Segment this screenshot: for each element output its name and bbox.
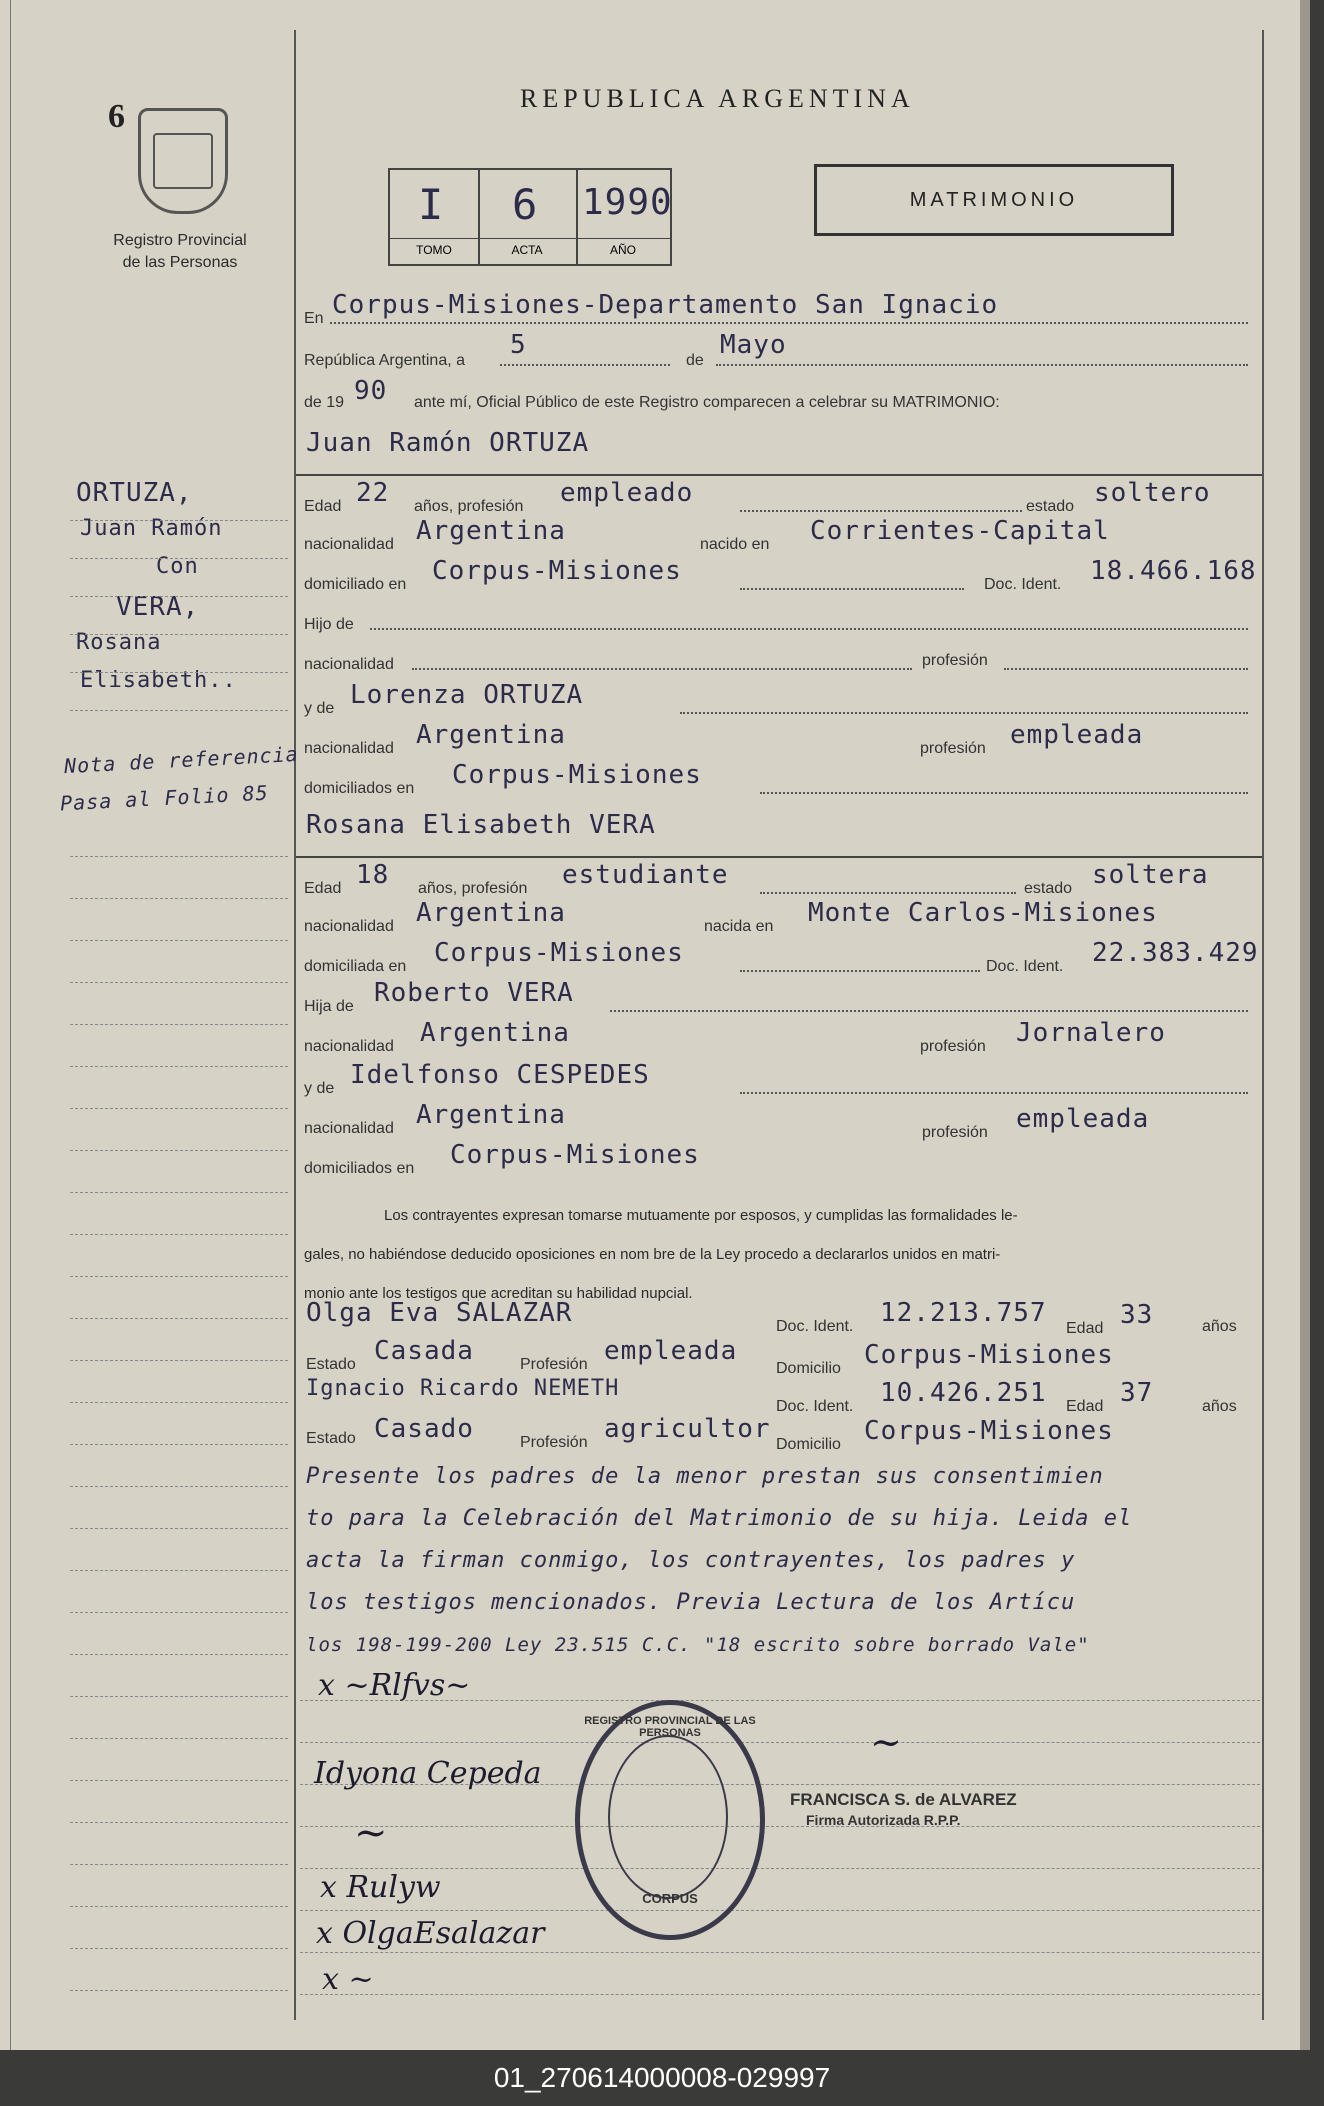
witness-1-doc: 12.213.757: [880, 1298, 1047, 1328]
day-value: 5: [510, 330, 527, 360]
witness-2-profession: agricultor: [604, 1414, 771, 1444]
witness-2-age: 37: [1120, 1378, 1154, 1408]
note-line-3: acta la firman conmigo, los contrayentes, los padres y: [306, 1548, 1076, 1573]
provincial-seal-icon: [138, 108, 228, 214]
year-prefix: de 19: [304, 394, 345, 411]
record-type-box: MATRIMONIO: [814, 164, 1174, 236]
groom-doc-label: Doc. Ident.: [984, 576, 1062, 593]
margin-line-2: Juan Ramón: [80, 516, 223, 541]
bride-edad-label: Edad: [304, 880, 342, 897]
stamp-place: CORPUS: [642, 1891, 698, 1906]
declaration-line-2: gales, no habiéndose deducido oposiciones en nom bre de la Ley procedo a declararlos unidos en matri-: [304, 1246, 1001, 1263]
bride-mother-nat-label: nacionalidad: [304, 1120, 394, 1137]
witness-2-prof-label: Profesión: [520, 1434, 588, 1451]
page-number: 6: [108, 98, 125, 135]
groom-doc: 18.466.168: [1090, 556, 1257, 586]
bride-parents-dom: Corpus-Misiones: [450, 1140, 700, 1170]
witness-1-anios-label: años: [1202, 1318, 1237, 1335]
year-suffix: 90: [354, 376, 388, 406]
groom-mother-prof: empleada: [1010, 720, 1144, 750]
anio-label: AÑO: [576, 238, 670, 257]
bride-father-name: Roberto VERA: [374, 978, 574, 1008]
republic-label: República Argentina, a: [304, 352, 465, 369]
right-border: [1262, 30, 1264, 2020]
witness-2-estado-label: Estado: [306, 1430, 356, 1447]
witness-2-doc: 10.426.251: [880, 1378, 1047, 1408]
margin-line-3: Con: [156, 554, 199, 579]
bride-yde-label: y de: [304, 1080, 335, 1097]
groom-mother-nat-label: nacionalidad: [304, 740, 394, 757]
signature-bride: ~: [354, 1810, 388, 1856]
margin-line-1: ORTUZA,: [76, 478, 193, 508]
bride-profession: estudiante: [562, 860, 729, 890]
bride-age: 18: [356, 860, 390, 890]
groom-profession: empleado: [560, 478, 694, 508]
intro-statement: ante mí, Oficial Público de este Registro comparecen a celebrar su MATRIMONIO:: [414, 394, 1000, 411]
witness-2-domicile: Corpus-Misiones: [864, 1416, 1114, 1446]
acta-value: 6: [512, 180, 539, 229]
groom-parents-dom-label: domiciliados en: [304, 780, 415, 797]
witness-1-domicile: Corpus-Misiones: [864, 1340, 1114, 1370]
groom-domicile: Corpus-Misiones: [432, 556, 682, 586]
tomo-label: TOMO: [390, 238, 478, 257]
bride-hija-label: Hija de: [304, 998, 354, 1015]
margin-note-1: Nota de referencia: [63, 741, 300, 779]
signature-witness-1: x Rulyw: [320, 1870, 441, 1905]
witness-1-civil-state: Casada: [374, 1336, 474, 1366]
official-name: FRANCISCA S. de ALVAREZ: [790, 1790, 1017, 1809]
witness-1-age: 33: [1120, 1300, 1154, 1330]
bride-nac-label: nacionalidad: [304, 918, 394, 935]
witness-1-dom-label: Domicilio: [776, 1360, 841, 1377]
signature-witness-3: x ~: [322, 1962, 374, 1997]
bride-father-nat: Argentina: [420, 1018, 570, 1048]
en-label: En: [304, 310, 324, 327]
bride-mother-nat: Argentina: [416, 1100, 566, 1130]
groom-father-prof-label: profesión: [922, 652, 988, 669]
witness-2-civil-state: Casado: [374, 1414, 474, 1444]
declaration-line-1: Los contrayentes expresan tomarse mutuamente por esposos, y cumplidas las formalidades le-: [384, 1207, 1018, 1224]
groom-father-nat-label: nacionalidad: [304, 656, 394, 673]
bride-full-name: Rosana Elisabeth VERA: [306, 810, 656, 840]
bride-father-nat-label: nacionalidad: [304, 1038, 394, 1055]
margin-line-5: Rosana: [76, 630, 162, 655]
bride-mother-name: Idelfonso CESPEDES: [350, 1060, 650, 1090]
groom-yde-label: y de: [304, 700, 335, 717]
acta-label: ACTA: [478, 238, 576, 257]
official-title: Firma Autorizada R.P.P.: [806, 1812, 961, 1828]
country-title: REPUBLICA ARGENTINA: [520, 84, 915, 113]
witness-2-anios-label: años: [1202, 1398, 1237, 1415]
bride-nacida-label: nacida en: [704, 918, 774, 935]
bride-mother-prof-label: profesión: [922, 1124, 988, 1141]
note-line-1: Presente los padres de la menor prestan sus consentimien: [306, 1464, 1104, 1489]
bride-mother-prof: empleada: [1016, 1104, 1150, 1134]
groom-mother-name: Lorenza ORTUZA: [350, 680, 584, 710]
de-label: de: [686, 352, 704, 369]
bride-civil-state: soltera: [1092, 860, 1209, 890]
note-line-4: los testigos mencionados. Previa Lectura de los Artícu: [306, 1590, 1076, 1615]
handwritten-notes: [306, 1456, 1256, 1666]
margin-divider: [294, 30, 296, 2020]
signature-witness-2: x OlgaEsalazar: [316, 1916, 545, 1951]
groom-profesion-label: años, profesión: [414, 498, 524, 515]
registry-name: [90, 230, 270, 274]
bride-estado-label: estado: [1024, 880, 1073, 897]
declaration-line-3: monio ante los testigos que acreditan su habilidad nupcial.: [304, 1285, 693, 1302]
witness-1-estado-label: Estado: [306, 1356, 356, 1373]
bride-father-prof: Jornalero: [1016, 1018, 1166, 1048]
groom-hijo-label: Hijo de: [304, 616, 354, 633]
note-line-2: to para la Celebración del Matrimonio de su hija. Leida el: [306, 1506, 1133, 1531]
witness-1-edad-label: Edad: [1066, 1320, 1104, 1337]
record-id-box: [388, 168, 672, 266]
signature-official: ~: [870, 1720, 902, 1764]
margin-line-4: VERA,: [116, 592, 200, 622]
bride-father-prof-label: profesión: [920, 1038, 986, 1055]
tomo-value: I: [418, 180, 445, 229]
official-stamp: [575, 1700, 765, 1940]
bride-dom-label: domiciliada en: [304, 958, 407, 975]
groom-dom-label: domiciliado en: [304, 576, 407, 593]
bride-profesion-label: años, profesión: [418, 880, 528, 897]
month-value: Mayo: [720, 330, 787, 360]
groom-nacido-label: nacido en: [700, 536, 770, 553]
groom-parents-dom: Corpus-Misiones: [452, 760, 702, 790]
groom-nationality: Argentina: [416, 516, 566, 546]
signature-groom: x ~Rlfvs~: [318, 1668, 471, 1703]
witness-1-doc-label: Doc. Ident.: [776, 1318, 854, 1335]
margin-line-6: Elisabeth..: [80, 668, 237, 693]
witness-2-name: Ignacio Ricardo NEMETH: [306, 1376, 620, 1401]
margin-note-2: Pasa al Folio 85: [59, 780, 270, 816]
bride-birthplace: Monte Carlos-Misiones: [808, 898, 1158, 928]
witness-1-prof-label: Profesión: [520, 1356, 588, 1373]
registry-line-2: de las Personas: [122, 254, 238, 271]
witness-2-edad-label: Edad: [1066, 1398, 1104, 1415]
stamp-text: REGISTRO PROVINCIAL DE LAS PERSONAS: [584, 1715, 756, 1739]
place-value: Corpus-Misiones-Departamento San Ignacio: [332, 290, 999, 320]
groom-mother-prof-label: profesión: [920, 740, 986, 757]
witness-1-profession: empleada: [604, 1336, 738, 1366]
groom-nac-label: nacionalidad: [304, 536, 394, 553]
bride-doc: 22.383.429: [1092, 938, 1259, 968]
registry-line-1: Registro Provincial: [113, 232, 247, 249]
bride-doc-label: Doc. Ident.: [986, 958, 1064, 975]
witness-1-name: Olga Eva SALAZAR: [306, 1298, 573, 1328]
groom-age: 22: [356, 478, 390, 508]
bride-domicile: Corpus-Misiones: [434, 938, 684, 968]
signature-mother: Idyona Cepeda: [314, 1756, 542, 1791]
note-line-5: los 198-199-200 Ley 23.515 C.C. "18 escrito sobre borrado Vale": [306, 1634, 1090, 1656]
groom-birthplace: Corrientes-Capital: [810, 516, 1110, 546]
groom-civil-state: soltero: [1094, 478, 1211, 508]
groom-full-name: Juan Ramón ORTUZA: [306, 428, 590, 458]
bride-parents-dom-label: domiciliados en: [304, 1160, 415, 1177]
groom-edad-label: Edad: [304, 498, 342, 515]
image-id-footer: 01_270614000008-029997: [493, 2062, 831, 2093]
groom-mother-nat: Argentina: [416, 720, 566, 750]
anio-value: 1990: [582, 182, 673, 223]
declaration-text: [304, 1196, 1244, 1313]
witness-2-doc-label: Doc. Ident.: [776, 1398, 854, 1415]
witness-2-dom-label: Domicilio: [776, 1436, 841, 1453]
bride-nationality: Argentina: [416, 898, 566, 928]
groom-estado-label: estado: [1026, 498, 1075, 515]
